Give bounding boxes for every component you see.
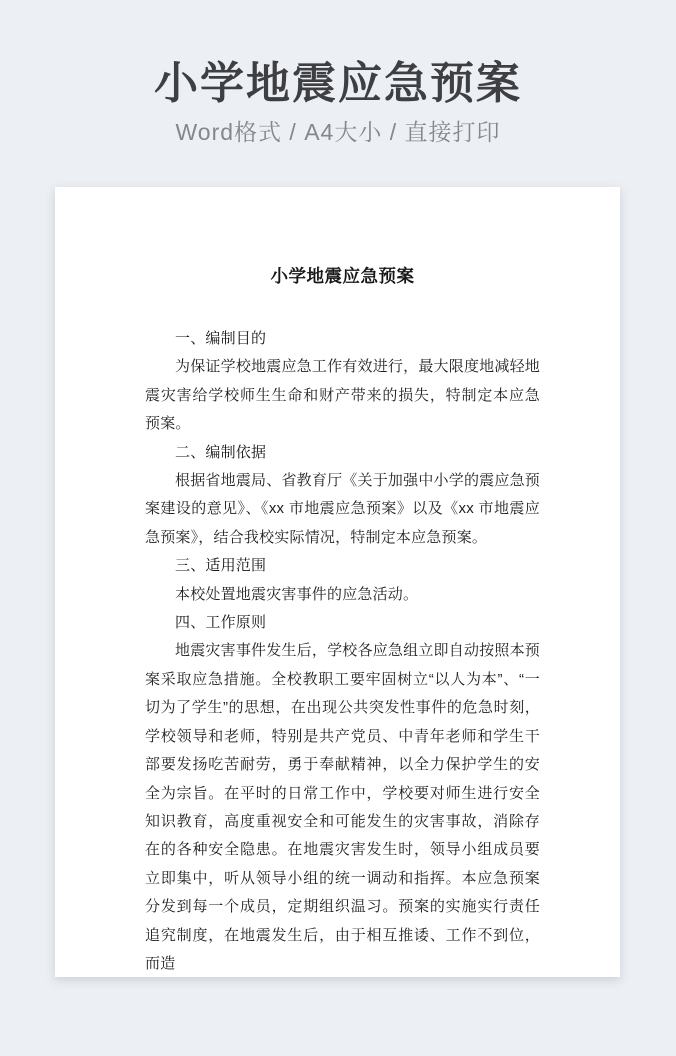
document-title: 小学地震应急预案 [270, 266, 415, 286]
paragraph: 根据省地震局、省教育厅《关于加强中小学的震应急预案建设的意见》、《xx 市地震应急预案》以及《xx 市地震应急预案》，结合我校实际情况，特制定本应急预案。 [145, 472, 540, 546]
section-basis [145, 439, 540, 553]
section-heading: 三、适用范围 [175, 557, 267, 575]
page-subtitle: Word格式 / A4大小 / 直接打印 [175, 119, 501, 145]
section-heading: 二、编制依据 [175, 443, 267, 461]
header [0, 0, 676, 146]
document-sheet [55, 187, 620, 977]
section-heading: 四、工作原则 [175, 614, 267, 632]
section-purpose [145, 325, 540, 439]
paragraph: 为保证学校地震应急工作有效进行，最大限度地减轻地震灾害给学校师生生命和财产带来的损失，特制定本应急预案。 [145, 358, 540, 433]
section-scope [145, 552, 540, 609]
document-body [145, 325, 540, 977]
section-heading: 一、编制目的 [175, 330, 267, 347]
section-principles [145, 609, 540, 977]
paragraph: 本校处置地震灾害事件的应急活动。 [175, 585, 419, 603]
paragraph: 地震灾害事件发生后，学校各应急组立即自动按照本预案采取应急措施。全校教职工要牢固树立“以人为本”、“一切为了学生”的思想，在出现公共突发性事件的危急时刻，学校领导和老师，特别是共产党员、中青年老师和学生干部要发扬吃苦耐劳，勇于奉献精神，以全力保护学生的安全为宗旨。在平时的日常工作中，学校要对师生进行安全知识教育，高度重视安全和可能发生的灾害事故，消除存在的各种安全隐患。在地震灾害发生时，领导小组成员要立即集中，听从领导小组的统一调动和指挥。本应急预案分发到每一个成员，定期组织温习。预案的实施实行责任追究制度，在地震发生后，由于相互推诿、工作不到位，而造 [145, 642, 540, 972]
page-title: 小学地震应急预案 [154, 59, 522, 108]
